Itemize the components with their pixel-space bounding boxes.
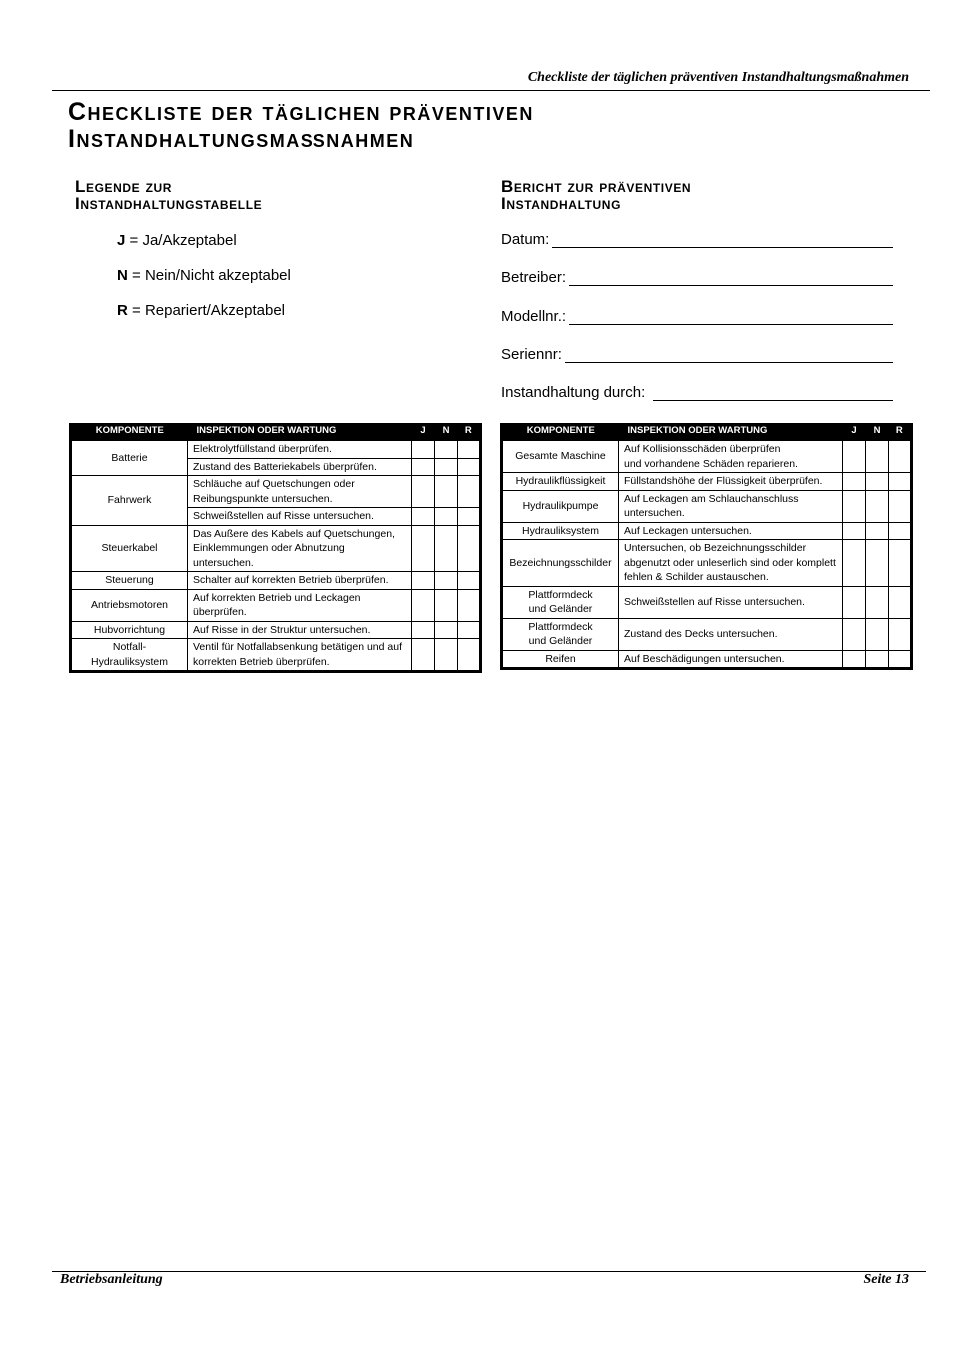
table-row	[502, 522, 912, 540]
maintained-by-label: Instandhaltung durch:	[501, 384, 646, 401]
table-header-row	[71, 423, 481, 441]
checkbox-n[interactable]	[435, 589, 458, 621]
checkbox-n[interactable]	[866, 522, 889, 540]
col-header-component: KOMPONENTE	[71, 423, 188, 441]
task-cell: Schläuche auf Quetschungen oder Reibungspunkte untersuchen.	[188, 476, 412, 508]
legend-text: = Nein/Nicht akzeptabel	[127, 267, 291, 284]
running-header: Checkliste der täglichen präventiven Instandhaltungsmaßnahmen	[527, 70, 909, 85]
checkbox-r[interactable]	[458, 476, 481, 508]
checkbox-n[interactable]	[435, 572, 458, 590]
page-title	[68, 99, 888, 153]
task-cell: Untersuchen, ob Bezeichnungsschilder abgenutzt oder unleserlich sind oder komplett fehlen & Schilder austauschen.	[619, 540, 843, 587]
col-header-n: N	[866, 423, 889, 441]
col-header-inspection: INSPEKTION ODER WARTUNG	[188, 423, 412, 441]
checkbox-r[interactable]	[458, 572, 481, 590]
legend-heading-line1: Legende zur	[75, 177, 173, 196]
checkbox-r[interactable]	[889, 441, 912, 473]
task-cell: Schweißstellen auf Risse untersuchen.	[188, 508, 412, 526]
serial-number-line[interactable]	[565, 349, 893, 363]
model-number-field[interactable]	[501, 308, 893, 325]
table-row	[502, 586, 912, 618]
report-heading-line2: Instandhaltung	[501, 194, 621, 213]
col-header-component: KOMPONENTE	[502, 423, 619, 441]
component-cell: Steuerung	[71, 572, 188, 590]
checkbox-r[interactable]	[458, 621, 481, 639]
checkbox-r[interactable]	[458, 441, 481, 459]
footer-rule	[52, 1271, 926, 1272]
task-cell: Auf korrekten Betrieb und Leckagen überprüfen.	[188, 589, 412, 621]
model-number-line[interactable]	[569, 311, 893, 325]
checkbox-n[interactable]	[435, 525, 458, 572]
table-row	[71, 525, 481, 572]
task-cell: Auf Leckagen am Schlauchanschluss untersuchen.	[619, 490, 843, 522]
checkbox-n[interactable]	[866, 540, 889, 587]
task-cell: Auf Beschädigungen untersuchen.	[619, 650, 843, 669]
checkbox-n[interactable]	[866, 473, 889, 491]
legend-heading	[75, 178, 262, 212]
legend-text: = Ja/Akzeptabel	[125, 232, 237, 249]
component-cell: Hubvorrichtung	[71, 621, 188, 639]
checkbox-j[interactable]	[843, 586, 866, 618]
page-title-line1: Checkliste der täglichen präventiven	[68, 98, 534, 126]
maintained-by-line[interactable]	[653, 387, 893, 401]
checkbox-n[interactable]	[866, 441, 889, 473]
report-heading	[501, 178, 691, 212]
legend-key: J	[117, 232, 126, 249]
checkbox-r[interactable]	[458, 525, 481, 572]
table-row	[502, 540, 912, 587]
checkbox-n[interactable]	[866, 586, 889, 618]
task-cell: Zustand des Decks untersuchen.	[619, 618, 843, 650]
table-row	[71, 572, 481, 590]
table-row	[71, 476, 481, 508]
legend-key: R	[117, 302, 128, 319]
component-cell: Bezeichnungsschilder	[502, 540, 619, 587]
table-row	[502, 490, 912, 522]
footer-manual-title: Betriebsanleitung	[60, 1272, 163, 1287]
table-row	[502, 473, 912, 491]
component-cell: Gesamte Maschine	[502, 441, 619, 473]
checkbox-j[interactable]	[412, 525, 435, 572]
col-header-j: J	[412, 423, 435, 441]
task-cell: Zustand des Batteriekabels überprüfen.	[188, 458, 412, 476]
model-number-label: Modellnr.:	[501, 308, 567, 325]
operator-field[interactable]	[501, 269, 893, 286]
table-row	[502, 618, 912, 650]
table-row	[71, 589, 481, 621]
task-cell: Auf Risse in der Struktur untersuchen.	[188, 621, 412, 639]
legend-text: = Repariert/Akzeptabel	[127, 302, 286, 319]
checkbox-n[interactable]	[435, 639, 458, 672]
checkbox-j[interactable]	[412, 458, 435, 476]
legend-item-r	[117, 302, 285, 319]
table-row	[71, 639, 481, 672]
operator-label: Betreiber:	[501, 269, 567, 286]
col-header-j: J	[843, 423, 866, 441]
col-header-r: R	[458, 423, 481, 441]
task-cell: Schweißstellen auf Risse untersuchen.	[619, 586, 843, 618]
checkbox-r[interactable]	[889, 522, 912, 540]
checkbox-n[interactable]	[435, 441, 458, 459]
date-label: Datum:	[501, 231, 550, 248]
table-row	[502, 650, 912, 669]
component-cell: Plattformdeck und Geländer	[502, 618, 619, 650]
component-cell: Batterie	[71, 441, 188, 476]
table-row	[71, 621, 481, 639]
checkbox-r[interactable]	[889, 586, 912, 618]
checkbox-j[interactable]	[843, 618, 866, 650]
checkbox-j[interactable]	[412, 476, 435, 508]
component-cell: Hydraulikflüssigkeit	[502, 473, 619, 491]
component-cell: Hydrauliksystem	[502, 522, 619, 540]
task-cell: Auf Leckagen untersuchen.	[619, 522, 843, 540]
component-cell: Reifen	[502, 650, 619, 669]
serial-number-label: Seriennr:	[501, 346, 562, 363]
checkbox-j[interactable]	[843, 540, 866, 587]
checkbox-j[interactable]	[843, 473, 866, 491]
checkbox-j[interactable]	[843, 441, 866, 473]
checkbox-r[interactable]	[458, 639, 481, 672]
operator-line[interactable]	[569, 272, 893, 286]
right-checklist-table	[500, 423, 913, 670]
task-cell: Elektrolytfüllstand überprüfen.	[188, 441, 412, 459]
component-cell: Antriebsmotoren	[71, 589, 188, 621]
checkbox-j[interactable]	[843, 522, 866, 540]
checkbox-n[interactable]	[435, 458, 458, 476]
date-field[interactable]	[501, 231, 893, 248]
task-cell: Schalter auf korrekten Betrieb überprüfen.	[188, 572, 412, 590]
page-title-line2: Instandhaltungsmaßnahmen	[68, 125, 415, 153]
header-rule	[52, 90, 930, 91]
footer-page-number: Seite 13	[863, 1272, 909, 1287]
checkbox-r[interactable]	[889, 540, 912, 587]
checkbox-r[interactable]	[889, 650, 912, 669]
checkbox-j[interactable]	[412, 589, 435, 621]
checkbox-n[interactable]	[435, 621, 458, 639]
checkbox-n[interactable]	[866, 490, 889, 522]
checkbox-r[interactable]	[889, 473, 912, 491]
component-cell: Fahrwerk	[71, 476, 188, 526]
table-row	[502, 441, 912, 473]
task-cell: Auf Kollisionsschäden überprüfen und vorhandene Schäden reparieren.	[619, 441, 843, 473]
table-row	[71, 441, 481, 459]
component-cell: Notfall- Hydrauliksystem	[71, 639, 188, 672]
checkbox-n[interactable]	[866, 618, 889, 650]
legend-item-j	[117, 232, 237, 249]
checkbox-r[interactable]	[458, 508, 481, 526]
task-cell: Füllstandshöhe der Flüssigkeit überprüfen.	[619, 473, 843, 491]
checkbox-j[interactable]	[412, 508, 435, 526]
component-cell: Steuerkabel	[71, 525, 188, 572]
col-header-n: N	[435, 423, 458, 441]
checkbox-r[interactable]	[458, 458, 481, 476]
checkbox-r[interactable]	[889, 618, 912, 650]
checkbox-j[interactable]	[412, 639, 435, 672]
checkbox-n[interactable]	[866, 650, 889, 669]
task-cell: Das Außere des Kabels auf Quetschungen, Einklemmungen oder Abnutzung untersuchen.	[188, 525, 412, 572]
task-cell: Ventil für Notfallabsenkung betätigen und auf korrekten Betrieb überprüfen.	[188, 639, 412, 672]
checkbox-j[interactable]	[412, 621, 435, 639]
checkbox-n[interactable]	[435, 476, 458, 508]
checkbox-j[interactable]	[412, 441, 435, 459]
col-header-inspection: INSPEKTION ODER WARTUNG	[619, 423, 843, 441]
report-heading-line1: Bericht zur präventiven	[501, 177, 692, 196]
table-header-row	[502, 423, 912, 441]
col-header-r: R	[889, 423, 912, 441]
checkbox-j[interactable]	[843, 490, 866, 522]
left-checklist-table	[69, 423, 482, 673]
checkbox-j[interactable]	[412, 572, 435, 590]
checkbox-r[interactable]	[458, 589, 481, 621]
legend-item-n	[117, 267, 291, 284]
checkbox-r[interactable]	[889, 490, 912, 522]
checkbox-n[interactable]	[435, 508, 458, 526]
checkbox-j[interactable]	[843, 650, 866, 669]
maintained-by-field[interactable]	[501, 384, 893, 401]
component-cell: Hydraulikpumpe	[502, 490, 619, 522]
component-cell: Plattformdeck und Geländer	[502, 586, 619, 618]
legend-key: N	[117, 267, 128, 284]
serial-number-field[interactable]	[501, 346, 893, 363]
legend-heading-line2: Instandhaltungstabelle	[75, 194, 263, 213]
date-line[interactable]	[552, 234, 893, 248]
